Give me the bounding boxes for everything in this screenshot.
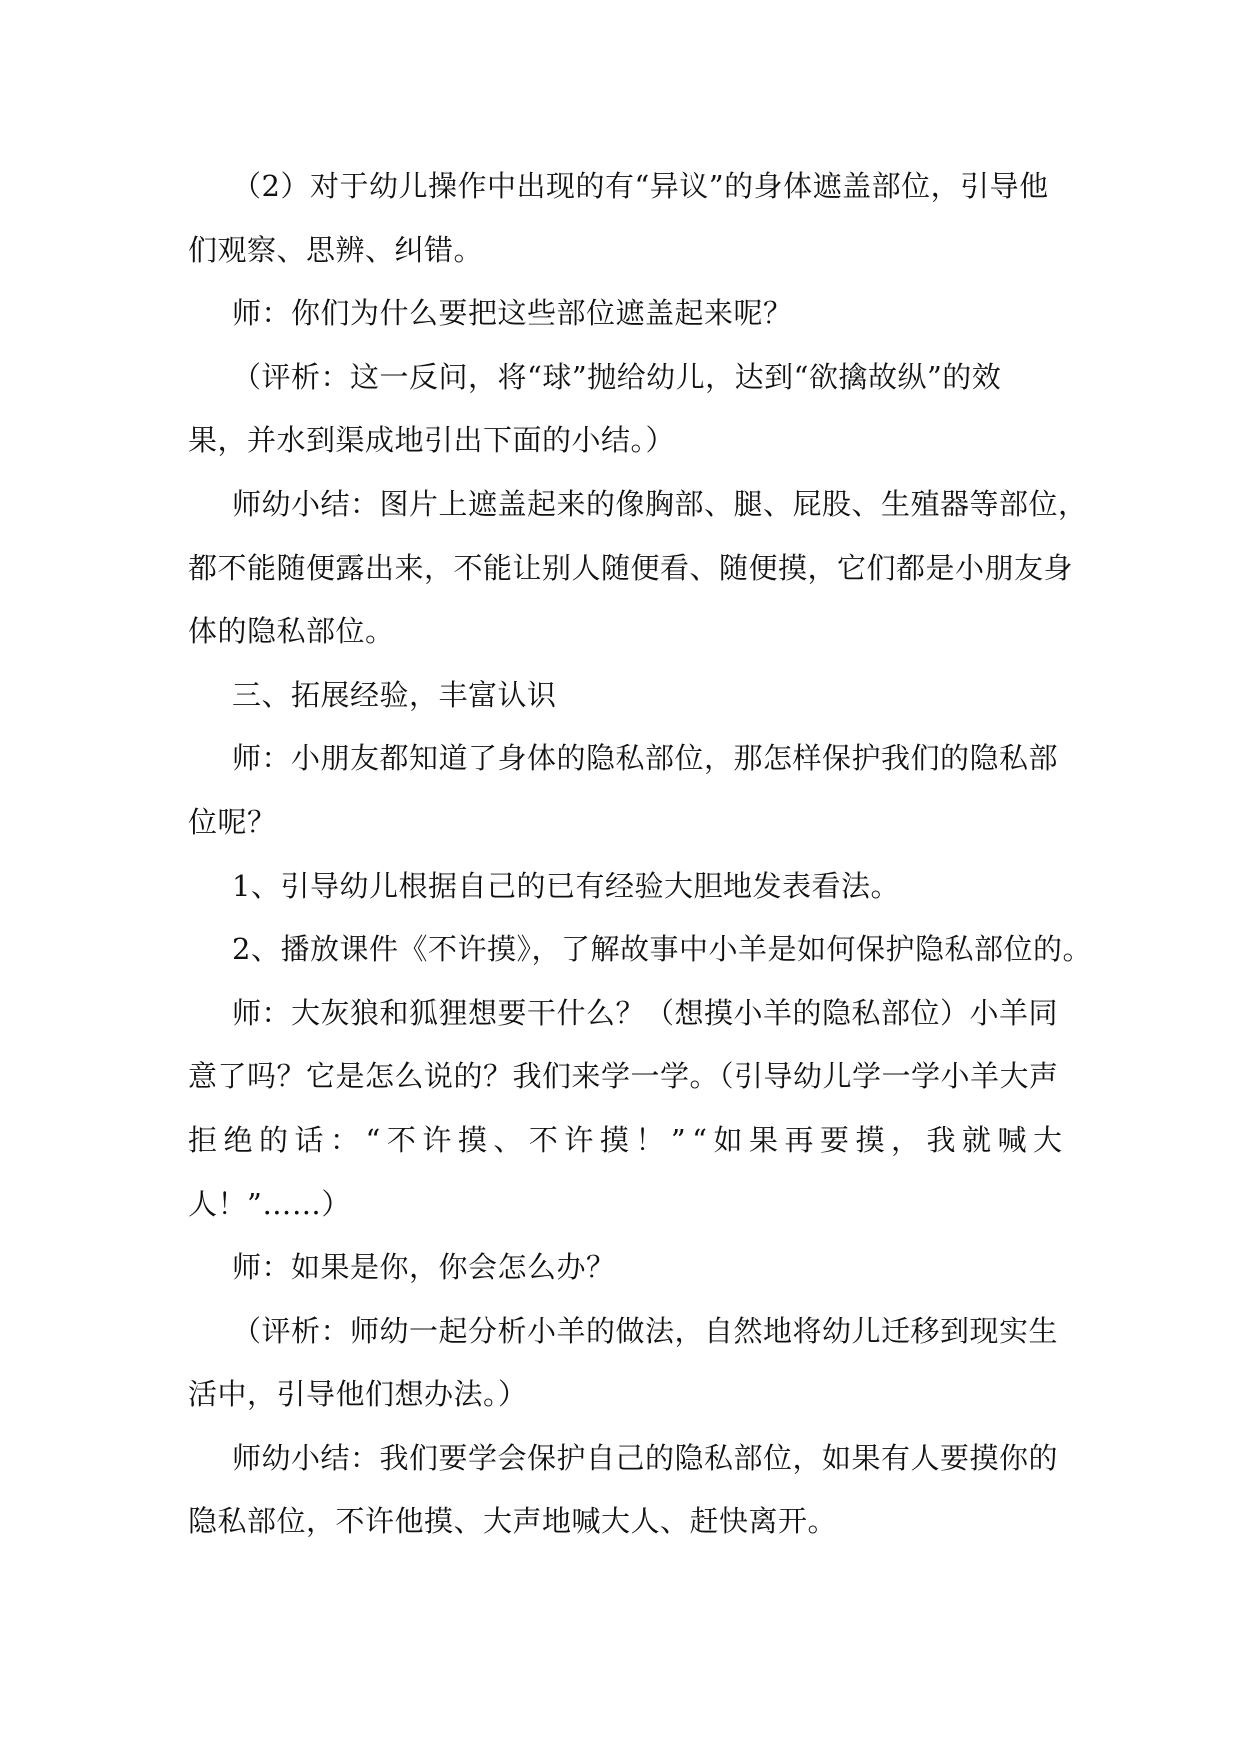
paragraph [188,855,1066,919]
text-line: 隐私部位，不许他摸、大声地喊大人、赶快离开。 [188,1504,838,1539]
text-line: 师幼小结：我们要学会保护自己的隐私部位，如果有人要摸你的 [232,1440,1059,1475]
paragraph [188,155,1066,282]
text-line: 活中，引导他们想办法。） [188,1377,528,1412]
text-line: （评析：这一反问，将“球”抛给幼儿，达到“欲擒故纵”的效 [232,359,1002,394]
paragraph [188,982,1069,1236]
document-body [188,155,1092,1554]
text-line: 师：你们为什么要把这些部位遮盖起来呢？ [232,296,793,331]
text-line: 拒绝的话：“不许摸、不许摸！”“如果再要摸，我就喊大 [188,1122,1069,1157]
paragraph [188,282,1066,346]
text-line: 师幼小结：图片上遮盖起来的像胸部、腿、屁股、生殖器等部位， [232,486,1088,521]
section-heading [188,664,1066,728]
text-line: 师：小朋友都知道了身体的隐私部位，那怎样保护我们的隐私部 [232,741,1059,776]
paragraph [188,727,1066,854]
text-line: 1、引导幼儿根据自己的已有经验大胆地发表看法。 [232,868,900,903]
text-line: （2）对于幼儿操作中出现的有“异议”的身体遮盖部位，引导他 [232,169,1049,203]
text-line: 人！”……） [188,1186,351,1221]
paragraph [188,473,1088,664]
text-line: 位呢？ [188,804,277,839]
text-line: 师：如果是你，你会怎么办？ [232,1250,616,1285]
text-line: 果，并水到渠成地引出下面的小结。） [188,423,676,458]
text-line: （评析：师幼一起分析小羊的做法，自然地将幼儿迁移到现实生 [232,1313,1059,1348]
text-line: 师：大灰狼和狐狸想要干什么？（想摸小羊的隐私部位）小羊同 [232,995,1059,1030]
paragraph [188,1427,1066,1554]
text-line: 意了吗？它是怎么说的？我们来学一学。（引导幼儿学一学小羊大声 [188,1059,1059,1094]
text-line: 体的隐私部位。 [188,614,395,649]
text-line: 2、播放课件《不许摸》，了解故事中小羊是如何保护隐私部位的。 [232,932,1092,967]
text-line: 都不能随便露出来，不能让别人随便看、随便摸，它们都是小朋友身 [188,550,1074,585]
paragraph [188,1236,1066,1300]
text-line: 三、拓展经验，丰富认识 [232,677,557,712]
text-line: 们观察、思辨、纠错。 [188,232,484,267]
paragraph [188,346,1066,473]
paragraph [188,918,1092,982]
paragraph [188,1300,1066,1427]
